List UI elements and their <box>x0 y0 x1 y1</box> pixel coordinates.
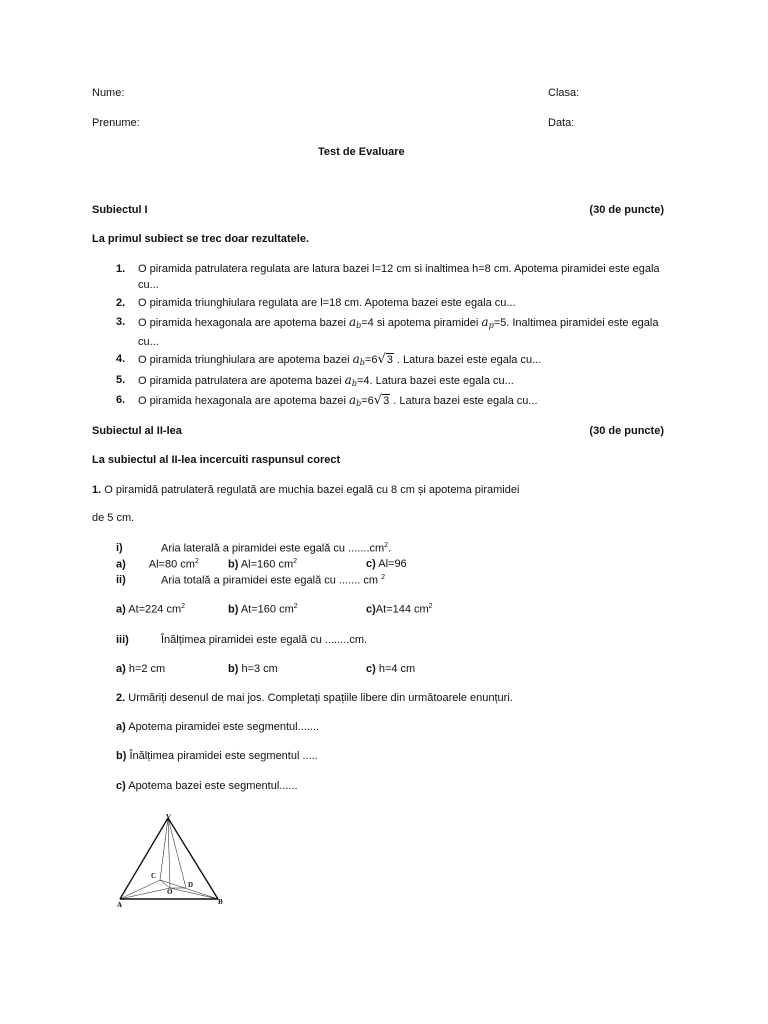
section-1-header <box>92 204 664 216</box>
option-value: At=160 cm <box>240 603 294 616</box>
math-a: a <box>348 315 357 329</box>
fill-in-b <box>116 750 318 762</box>
item-text-post: =4. Latura bazei este egala cu... <box>356 375 514 387</box>
option-letter: b) <box>228 603 239 616</box>
label-D: D <box>188 881 194 889</box>
item-text-mid: =4 si apotema piramidei <box>361 317 482 329</box>
option <box>228 558 297 571</box>
item-text <box>138 314 678 350</box>
page-title: Test de Evaluare <box>318 146 405 158</box>
option-letter: a) <box>116 721 126 733</box>
option-value: Al=96 <box>378 558 407 570</box>
option-letter: c) <box>366 663 376 675</box>
segment-CO <box>160 880 170 888</box>
height-VO <box>168 818 170 888</box>
item-text-pre: O piramida hexagonala are apotema bazei <box>138 395 349 407</box>
item-number: 5. <box>116 374 126 386</box>
item-text-pre: O piramida hexagonala are apotema bazei <box>138 317 349 329</box>
superscript: 2 <box>428 603 433 610</box>
problem-1-text <box>92 484 519 496</box>
item-text <box>138 351 678 371</box>
question-text-end: . <box>388 542 392 555</box>
option <box>116 603 185 616</box>
item-number: 3. <box>116 316 126 328</box>
item-text: O piramida triunghiulara regulata are l=18 cm. Apotema bazei este egala cu... <box>138 297 516 309</box>
item-number: 2. <box>116 297 126 309</box>
class-label: Clasa: <box>548 87 580 99</box>
option-value: Al=160 cm <box>240 558 294 571</box>
question-label: ii) <box>116 574 126 586</box>
superscript: 2 <box>381 574 386 581</box>
math-sub-b: b <box>356 321 362 330</box>
option-letter: c) <box>366 558 376 570</box>
math-radicand: 3 <box>383 395 390 407</box>
option-value: At=144 cm <box>375 603 429 616</box>
question-label: iii) <box>116 634 129 646</box>
item-number: 6. <box>116 394 126 406</box>
item-number: 4. <box>116 353 126 365</box>
math-sub-b: b <box>356 399 362 408</box>
item-text-pre: O piramida patrulatera are apotema bazei <box>138 375 345 387</box>
option-value: h=4 cm <box>378 663 416 675</box>
problem-1-text-cont: de 5 cm. <box>92 512 135 524</box>
edge-VA <box>120 818 168 899</box>
section-2-header <box>92 425 664 437</box>
question-text: Înălțimea piramidei este egală cu ........cm. <box>161 634 368 646</box>
math-sub-b: b <box>359 358 365 367</box>
label-O: O <box>167 888 173 896</box>
question-text-main: Aria totală a piramidei este egală cu ....... cm <box>161 574 379 587</box>
question-label: i) <box>116 542 123 554</box>
math-sub-b: b <box>351 379 357 388</box>
segment-BO <box>170 888 218 899</box>
option-value: At=224 cm <box>128 603 182 616</box>
option-letter: a) <box>116 663 126 675</box>
option <box>366 603 433 616</box>
section-1-title: Subiectul I <box>92 204 148 216</box>
math-eq: =6 <box>364 354 378 366</box>
question-text <box>161 574 385 587</box>
segment-AO <box>120 888 170 899</box>
option-letter: b) <box>116 750 127 762</box>
option-letter: b) <box>228 663 239 675</box>
label-B: B <box>218 898 223 906</box>
option <box>366 663 415 675</box>
option-letter: a) <box>116 603 126 616</box>
option-letter: c) <box>366 603 376 616</box>
date-label: Data: <box>548 117 575 129</box>
superscript: 2 <box>384 542 389 549</box>
sqrt-icon: √ <box>373 393 383 408</box>
item-text <box>138 392 678 412</box>
superscript: 2 <box>293 603 298 610</box>
problem-number: 2. <box>116 692 126 704</box>
option-letter: b) <box>228 558 239 571</box>
surname-label: Prenume: <box>92 117 140 129</box>
superscript: 2 <box>293 558 298 565</box>
question-text <box>161 542 391 555</box>
option <box>228 603 298 616</box>
fill-in-c <box>116 780 298 792</box>
option <box>366 558 407 570</box>
math-sub-p: p <box>488 321 494 330</box>
problem-2-text <box>116 692 513 704</box>
option <box>116 558 199 571</box>
item-text-post: . Latura bazei este egala cu... <box>390 395 538 407</box>
item-text-post: . Latura bazei este egala cu... <box>393 354 542 366</box>
fill-in-a <box>116 721 319 733</box>
section-1-points: (30 de puncte) <box>589 204 664 216</box>
pyramid-figure <box>112 812 232 912</box>
section-1-instruction: La primul subiect se trec doar rezultatele. <box>92 233 310 245</box>
fill-in-text: Apotema bazei este segmentul...... <box>125 780 298 792</box>
math-a: a <box>348 393 357 407</box>
option <box>116 663 165 675</box>
section-2-points: (30 de puncte) <box>589 425 664 437</box>
math-radicand: 3 <box>386 354 393 366</box>
math-a: a <box>352 352 360 366</box>
superscript: 2 <box>181 603 186 610</box>
label-V: V <box>166 813 172 821</box>
problem-text: Urmăriți desenul de mai jos. Completați spațiile libere din următoarele enunțuri. <box>125 692 513 704</box>
problem-number: 1. <box>92 484 102 496</box>
item-text-pre: O piramida triunghiulara are apotema bazei <box>138 354 353 366</box>
math-a: a <box>481 315 489 329</box>
section-2-title: Subiectul al II-lea <box>92 425 182 437</box>
math-a: a <box>344 373 352 387</box>
problem-text: O piramidă patrulateră regulată are muchia bazei egală cu 8 cm și apotema piramidei <box>101 484 520 496</box>
label-C: C <box>151 872 157 880</box>
option-value: h=3 cm <box>241 663 278 675</box>
section-2-instruction: La subiectul al II-lea incercuiti raspunsul corect <box>92 454 341 466</box>
option <box>228 663 278 675</box>
name-label: Nume: <box>92 87 125 99</box>
fill-in-text: Apotema piramidei este segmentul....... <box>125 721 319 733</box>
option-value: h=2 cm <box>128 663 166 675</box>
item-text-post: =5. Inaltimea piramidei este egala cu... <box>138 317 659 348</box>
item-number: 1. <box>116 263 126 275</box>
math-eq: =6 <box>361 395 374 407</box>
option-letter: a) <box>116 558 126 571</box>
apothem-VD <box>168 818 186 888</box>
option-letter: c) <box>116 780 126 792</box>
question-text-main: Aria laterală a piramidei este egală cu .......cm <box>161 542 385 555</box>
superscript: 2 <box>194 558 199 565</box>
edge-VC <box>160 818 168 880</box>
sqrt-icon: √ <box>377 352 386 367</box>
item-text <box>138 372 678 392</box>
label-A: A <box>117 901 123 909</box>
option-value: Al=80 cm <box>148 558 195 571</box>
fill-in-text: Înălțimea piramidei este segmentul ..... <box>126 750 318 762</box>
item-text: O piramida patrulatera regulata are latura bazei l=12 cm si inaltimea h=8 cm. Apotema piramidei este egala cu... <box>138 263 660 291</box>
